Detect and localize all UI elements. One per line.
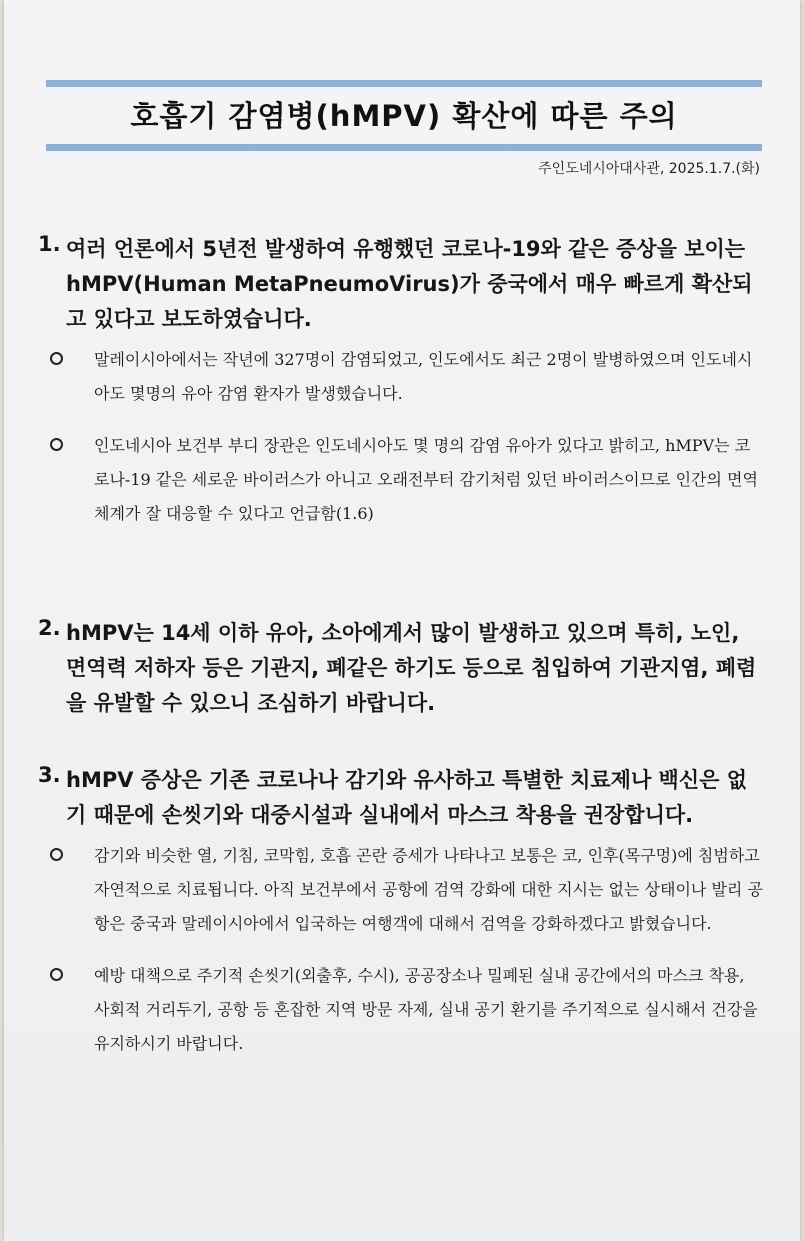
bullet-item	[94, 959, 764, 1061]
section-text: hMPV는 14세 이하 유아, 소아에게서 많이 발생하고 있으며 특히, 노인, 면역력 저하자 등은 기관지, 폐같은 하기도 등으로 침입하여 기관지염, 폐렴을 유발할 수 있으니 조심하기 바랍니다.	[66, 621, 757, 715]
title-rule-top	[46, 80, 762, 87]
section-3	[38, 763, 764, 1061]
section-text: hMPV 증상은 기존 코로나나 감기와 유사하고 특별한 치료제나 백신은 없기 때문에 손씻기와 대중시설과 실내에서 마스크 착용을 권장합니다.	[66, 768, 748, 827]
bullet-text: 예방 대책으로 주기적 손씻기(외출후, 수시), 공공장소나 밀폐된 실내 공간에서의 마스크 착용, 사회적 거리두기, 공항 등 혼잡한 지역 방문 자제, 실내 공기 환기를 주기적으로 실시해서 건강을 유지하시기 바랍니다.	[94, 966, 758, 1053]
bullet-item	[94, 429, 764, 531]
bullet-text: 감기와 비슷한 열, 기침, 코막힘, 호흡 곤란 증세가 나타나고 보통은 코, 인후(목구멍)에 침범하고 자연적으로 치료됩니다. 아직 보건부에서 공항에 검역 강화에 대한 지시는 없는 상태이나 발리 공항은 중국과 말레이시아에서 입국하는 여행객에 대해서 검역을 강화하겠다고 밝혔습니다.	[94, 846, 763, 933]
section-number: 1.	[38, 232, 61, 256]
section-number: 2.	[38, 616, 61, 640]
section-number: 3.	[38, 763, 61, 787]
section-2	[38, 616, 764, 721]
circle-bullet-icon	[50, 438, 63, 451]
section-text: 여러 언론에서 5년전 발생하여 유행했던 코로나-19와 같은 증상을 보이는 hMPV(Human MetaPneumoVirus)가 중국에서 매우 빠르게 확산되고 있다고 보도하였습니다.	[66, 237, 753, 331]
notice-title: 호흡기 감염병(hMPV) 확산에 따른 주의	[130, 99, 678, 133]
title-rule-bottom	[46, 144, 762, 151]
issuer-date: 주인도네시아대사관, 2025.1.7.(화)	[538, 161, 760, 177]
bullet-item	[94, 839, 764, 941]
bullet-text: 말레이시아에서는 작년에 327명이 감염되었고, 인도에서도 최근 2명이 발병하였으며 인도네시아도 몇명의 유아 감염 환자가 발생했습니다.	[94, 350, 753, 403]
bullet-item	[94, 343, 764, 411]
circle-bullet-icon	[50, 968, 63, 981]
notice-paper	[4, 0, 800, 1241]
bullet-text: 인도네시아 보건부 부디 장관은 인도네시아도 몇 명의 감염 유아가 있다고 밝히고, hMPV는 코로나-19 같은 세로운 바이러스가 아니고 오래전부터 감기처럼 있던 바이러스이므로 인간의 면역체계가 잘 대응할 수 있다고 언급함(1.6)	[94, 436, 758, 523]
circle-bullet-icon	[50, 352, 63, 365]
circle-bullet-icon	[50, 848, 63, 861]
section-1	[38, 232, 764, 531]
